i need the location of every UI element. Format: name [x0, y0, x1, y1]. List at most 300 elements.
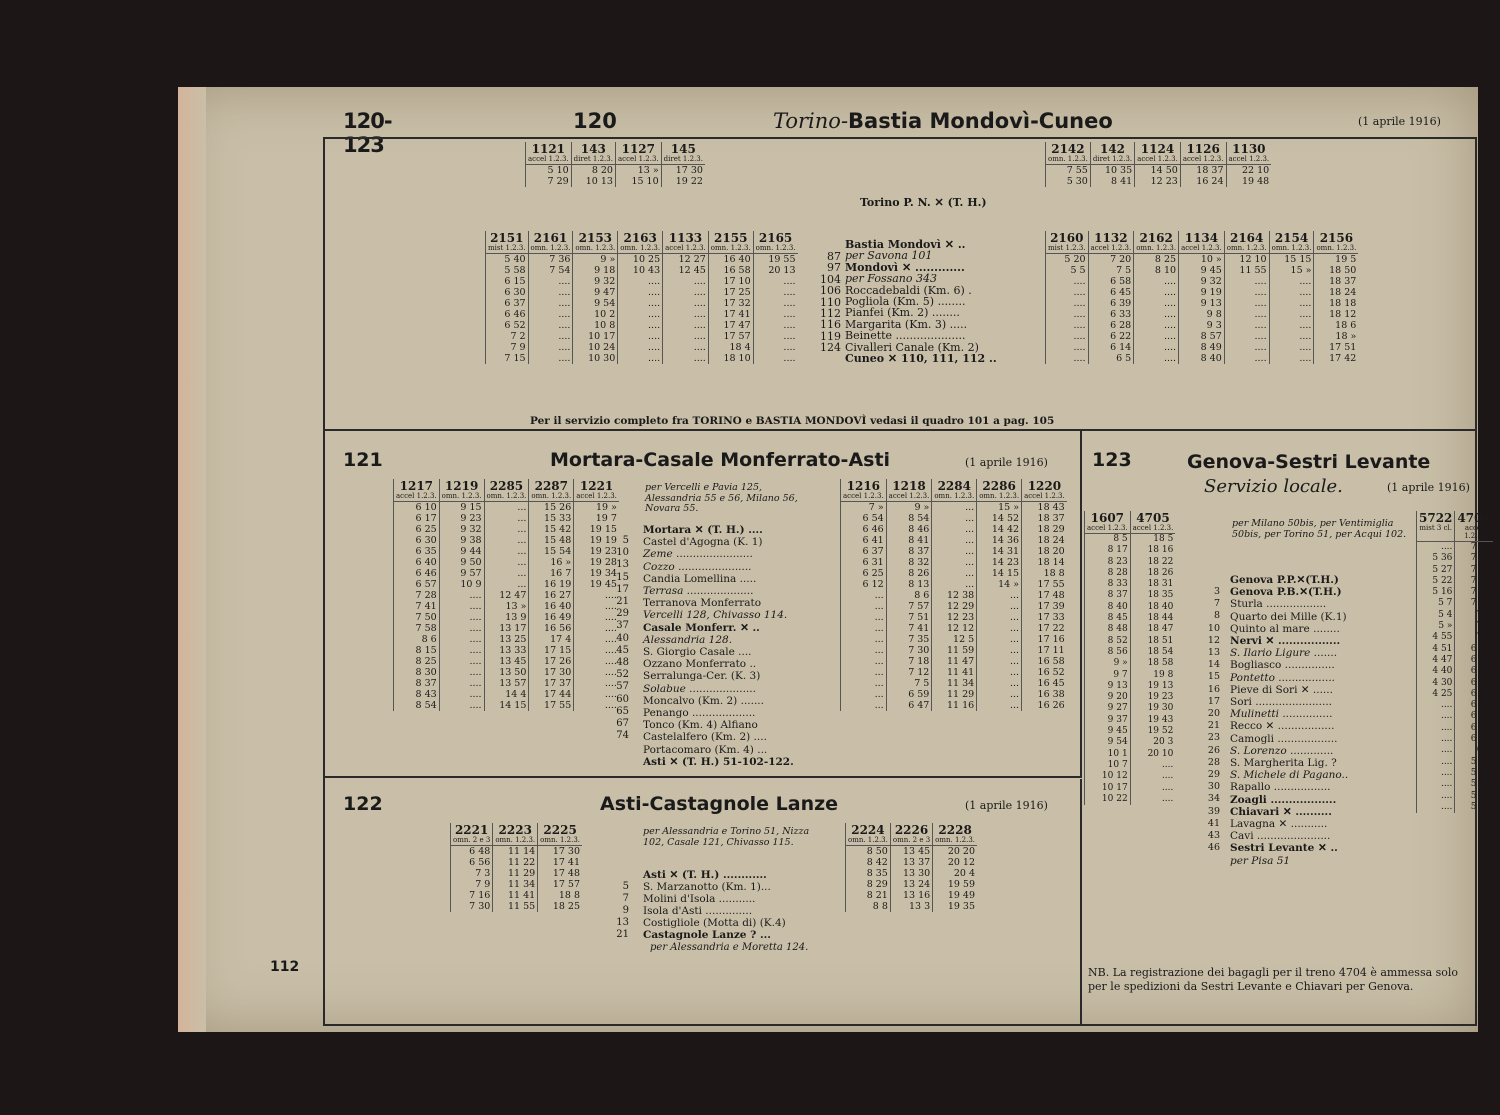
train-header: [528, 231, 573, 254]
time-cell: 9 15: [460, 502, 482, 513]
header-table-number: 120: [573, 109, 617, 133]
time-cell: 5 36: [1432, 553, 1453, 564]
station-name: S. Lorenzo .............: [1230, 744, 1334, 757]
time-cell: 19 28: [589, 557, 617, 568]
time-cell: 13 37: [902, 857, 931, 868]
km-value: 39: [1207, 805, 1220, 817]
time-cell: 9 20: [1107, 692, 1128, 703]
train-number: 1218: [892, 479, 926, 493]
t122-number: 122: [343, 793, 383, 815]
time-cell: 8 33: [1107, 579, 1128, 590]
time-cell: 18 51: [1147, 635, 1174, 646]
tables-frame: [323, 137, 1491, 1026]
train-header: [1224, 231, 1269, 254]
train-times: [1417, 542, 1455, 814]
train-number: 145: [670, 142, 696, 156]
time-cell: 11 47: [947, 656, 975, 667]
table-120: [325, 139, 1475, 431]
train-number: 2163: [623, 231, 657, 245]
train-number: 2164: [1229, 231, 1264, 245]
time-cell: 18 24: [1329, 287, 1357, 298]
time-cell: ....: [1163, 320, 1177, 331]
train-number: 1607: [1090, 511, 1125, 525]
time-cell: 14 42: [991, 524, 1020, 535]
km-value: 110: [820, 295, 841, 309]
train-class: omn. 2 e 3: [453, 836, 491, 844]
time-cell: 8 46: [908, 524, 930, 535]
time-cell: 6 59: [908, 689, 930, 700]
time-cell: 11 29: [947, 689, 975, 700]
time-cell: 14 31: [991, 546, 1020, 557]
time-cell: ....: [1163, 353, 1177, 364]
time-cell: 13 45: [902, 846, 931, 857]
train-number: 1134: [1184, 231, 1219, 245]
station-name: Camogli ..................: [1230, 732, 1338, 745]
km-value: 10: [616, 547, 629, 559]
time-cell: 6 25: [862, 568, 884, 579]
time-cell: 20 3: [1153, 737, 1174, 748]
train-class: omn. 1.2.3.: [495, 836, 536, 844]
time-cell: ....: [1299, 276, 1312, 287]
time-cell: 11 59: [947, 645, 975, 656]
train-times: [1046, 165, 1091, 188]
train-header: [451, 823, 493, 846]
time-cell: 9 32: [1200, 276, 1222, 287]
time-cell: 7 5: [914, 678, 930, 689]
time-cell: ...: [517, 524, 527, 535]
time-cell: ...: [1010, 678, 1020, 689]
station-name: Isola d'Asti ..............: [643, 905, 753, 917]
time-cell: 8 6: [421, 634, 437, 645]
time-cell: 8 26: [908, 568, 930, 579]
time-cell: 4 25: [1432, 688, 1453, 699]
time-cell: 16 45: [1037, 678, 1065, 689]
station-name: Pontetto .................: [1230, 671, 1335, 684]
time-cell: 18 10: [723, 353, 751, 364]
train-number: 2162: [1139, 231, 1173, 245]
time-cell: 8 45: [1107, 613, 1128, 624]
time-cell: ....: [558, 309, 571, 320]
time-cell: 8 28: [1107, 567, 1128, 578]
time-cell: ...: [1010, 689, 1020, 700]
time-cell: ...: [1010, 623, 1020, 634]
t122-date: (1 aprile 1916): [965, 799, 1048, 812]
train-times: [526, 165, 572, 188]
train-class: mist 1.2.3.: [1048, 244, 1086, 252]
km-value: 119: [820, 329, 841, 343]
train-header: [1088, 231, 1134, 254]
time-cell: ....: [693, 353, 706, 364]
time-cell: ....: [693, 298, 706, 309]
time-cell: 6 54: [862, 513, 884, 524]
time-cell: 19 34: [589, 568, 617, 579]
time-cell: 16 38: [1037, 689, 1065, 700]
t123-subtitle: Servizio locale.: [1204, 476, 1343, 497]
time-cell: ....: [783, 276, 796, 287]
time-cell: 19 43: [1147, 714, 1174, 725]
km-value: 21: [616, 596, 629, 608]
time-cell: 14 36: [991, 535, 1020, 546]
time-cell: ....: [1161, 759, 1174, 770]
time-cell: 5 51: [1470, 756, 1491, 767]
time-cell: 17 26: [544, 656, 572, 667]
time-cell: 10 35: [1104, 165, 1133, 176]
time-cell: ....: [693, 331, 706, 342]
train-header: [526, 142, 572, 165]
train-number: 2224: [851, 823, 885, 837]
time-cell: 7 57: [908, 601, 930, 612]
time-cell: ....: [648, 331, 661, 342]
time-cell: 17 10: [723, 276, 751, 287]
time-cell: ....: [469, 656, 482, 667]
time-cell: 14 15: [991, 568, 1020, 579]
time-cell: ....: [469, 634, 482, 645]
time-cell: 17 57: [723, 331, 751, 342]
station-name: Moncalvo (Km. 2) .......: [643, 694, 764, 707]
time-cell: 10 25: [632, 254, 661, 265]
time-cell: ....: [783, 331, 796, 342]
km-value: 28: [1207, 756, 1220, 768]
train-number: 1130: [1232, 142, 1266, 156]
train-times: [618, 254, 663, 365]
time-cell: 7 6: [1476, 621, 1491, 632]
t123-date: (1 aprile 1916): [1387, 481, 1470, 494]
time-cell: 13 3: [909, 901, 931, 912]
train-class: accel 1.2.3.: [888, 492, 930, 500]
time-cell: ...: [874, 678, 884, 689]
time-cell: ...: [1010, 634, 1020, 645]
km-value: 34: [1207, 793, 1220, 805]
km-value: 13: [616, 917, 629, 928]
time-cell: ...: [517, 579, 527, 590]
time-cell: ....: [469, 678, 482, 689]
header-range: 120-123: [343, 109, 392, 157]
time-cell: 6 37: [862, 546, 884, 557]
train-times: [663, 254, 709, 365]
time-cell: ....: [1163, 287, 1177, 298]
km-value: 7: [1213, 598, 1220, 610]
time-cell: 6 30: [504, 287, 526, 298]
time-cell: 13 57: [499, 678, 527, 689]
time-cell: 8 8: [872, 901, 888, 912]
time-cell: 15 »: [1290, 265, 1312, 276]
time-cell: 13 45: [499, 656, 527, 667]
time-cell: 12 23: [1150, 176, 1178, 187]
train-class: omn. 2 e 3: [892, 836, 931, 844]
station-name: Nervi ✕ .................: [1230, 635, 1341, 648]
train-header: [1314, 231, 1358, 254]
time-cell: 8 21: [866, 890, 888, 901]
time-cell: ...: [965, 502, 975, 513]
time-cell: 4 30: [1432, 677, 1453, 688]
time-cell: ....: [558, 287, 571, 298]
time-cell: 17 37: [544, 678, 572, 689]
time-cell: 6 20: [1470, 711, 1491, 722]
time-cell: ....: [1299, 309, 1312, 320]
km-value: 5: [622, 881, 629, 892]
time-cell: 8 37: [1107, 590, 1128, 601]
station-name: Genova P.B.✕(T.H.): [1230, 586, 1342, 599]
time-cell: 16 »: [550, 557, 572, 568]
train-header: [1455, 511, 1493, 542]
km-value: 87: [827, 250, 841, 263]
time-cell: 7 5: [1116, 265, 1132, 276]
time-cell: 17 51: [1329, 342, 1357, 353]
station-name: Genova P.P.✕(T.H.): [1230, 574, 1339, 586]
train-times: [1135, 165, 1181, 188]
time-cell: ....: [693, 342, 706, 353]
time-cell: 19 48: [1241, 176, 1270, 187]
station-name: Bastia Mondovì ✕ ..: [845, 238, 966, 251]
time-cell: ....: [648, 287, 661, 298]
time-cell: 10 30: [588, 353, 616, 364]
t121-number: 121: [343, 449, 383, 471]
train-class: omn. 1.2.3.: [755, 244, 796, 252]
time-cell: 18 24: [1037, 535, 1065, 546]
time-cell: 11 55: [1239, 265, 1267, 276]
time-cell: ....: [1440, 767, 1453, 778]
time-cell: ....: [1440, 722, 1453, 733]
train-times: [933, 846, 977, 913]
time-cell: 7 55: [1066, 165, 1088, 176]
time-cell: 7 50: [415, 612, 437, 623]
time-cell: 6 10: [415, 502, 437, 513]
time-cell: 18 37: [1037, 513, 1065, 524]
time-cell: ....: [1254, 276, 1267, 287]
time-cell: 5 58: [504, 265, 526, 276]
time-cell: 15 »: [998, 502, 1020, 513]
time-cell: ...: [874, 612, 884, 623]
time-cell: 11 29: [507, 868, 536, 879]
time-cell: ....: [469, 645, 482, 656]
time-cell: 18 40: [1147, 601, 1174, 612]
time-cell: ....: [1299, 342, 1312, 353]
time-cell: 6 25: [1470, 700, 1491, 711]
time-cell: 5 10: [547, 165, 569, 176]
time-cell: 14 23: [991, 557, 1020, 568]
t123-title: Genova-Sestri Levante: [1187, 451, 1431, 473]
train-header: [529, 479, 574, 502]
time-cell: 5 30: [1066, 176, 1088, 187]
time-cell: 18 25: [552, 901, 581, 912]
km-value: 21: [1207, 720, 1220, 732]
km-value: 40: [616, 632, 629, 644]
time-cell: 18 26: [1147, 567, 1174, 578]
train-number: 2165: [758, 231, 793, 245]
km-value: 43: [1207, 830, 1220, 842]
train-header: [394, 479, 440, 502]
time-cell: 17 22: [1037, 623, 1065, 634]
station-name: Asti ✕ (T. H.) 51-102-122.: [643, 755, 794, 768]
time-cell: ....: [604, 678, 617, 689]
time-cell: 17 33: [1037, 612, 1065, 623]
t123-nb-note: NB. La registrazione dei bagagli per il treno 4704 è ammessa solo per le spedizioni da Sestri Levante e Chiavari per Genova.: [1088, 966, 1459, 993]
train-class: omn. 1.2.3.: [441, 492, 482, 500]
train-times: [661, 165, 705, 188]
time-cell: 6 31: [862, 557, 884, 568]
time-cell: 10 8: [594, 320, 616, 331]
t122-footer-note: per Alessandria e Moretta 124.: [650, 942, 809, 953]
train-header: [1180, 142, 1226, 165]
time-cell: ....: [604, 656, 617, 667]
time-cell: ...: [1010, 612, 1020, 623]
time-cell: ...: [965, 579, 975, 590]
km-value: 12: [1207, 634, 1220, 646]
time-cell: 17 42: [1329, 353, 1357, 364]
train-number: 2286: [982, 479, 1016, 493]
time-cell: 9 50: [460, 557, 482, 568]
station-name: Candia Lomellina .....: [643, 572, 757, 585]
time-cell: ....: [558, 298, 571, 309]
time-cell: 5 »: [1438, 621, 1453, 632]
station-name: Penango ...................: [643, 707, 756, 720]
km-value: 74: [616, 730, 629, 742]
time-cell: 20 20: [947, 846, 976, 857]
train-class: omn. 1.2.3.: [848, 836, 888, 844]
time-cell: 18 58: [1147, 658, 1174, 669]
t123-stations: [1230, 574, 1420, 867]
train-times: [573, 254, 618, 365]
time-cell: 6 41: [862, 535, 884, 546]
time-cell: 9 57: [460, 568, 482, 579]
train-number: 2160: [1050, 231, 1084, 245]
train-header: [573, 231, 618, 254]
t121-km: [603, 535, 629, 742]
time-cell: 7 30: [469, 901, 491, 912]
train-header: [1179, 231, 1225, 254]
time-cell: 9 »: [914, 502, 930, 513]
time-cell: 8 54: [908, 513, 930, 524]
time-cell: 10 13: [585, 176, 613, 187]
station-name: Quarto dei Mille (K.1): [1230, 610, 1347, 623]
time-cell: 18 31: [1147, 579, 1174, 590]
time-cell: ...: [874, 689, 884, 700]
train-class: mist 1.2.3.: [488, 244, 526, 252]
t121-right: [840, 479, 1067, 711]
time-cell: 19 55: [768, 254, 796, 265]
t120-km: [811, 251, 841, 354]
time-cell: 5 42: [1470, 767, 1491, 778]
t123-right: [1416, 511, 1493, 813]
km-value: 15: [1207, 671, 1220, 683]
time-cell: 6 46: [862, 524, 884, 535]
train-number: 2154: [1274, 231, 1309, 245]
time-cell: ....: [1254, 342, 1267, 353]
time-cell: ....: [558, 342, 571, 353]
station-name: Cavi ......................: [1230, 830, 1331, 843]
time-cell: 8 32: [908, 557, 930, 568]
train-class: omn. 1.2.3.: [979, 492, 1020, 500]
time-cell: 12 12: [947, 623, 975, 634]
time-cell: 16 40: [723, 254, 751, 265]
time-cell: ....: [1163, 298, 1177, 309]
train-number: 2223: [498, 823, 532, 837]
train-class: accel 1.2.3.: [396, 492, 437, 500]
time-cell: ....: [648, 298, 661, 309]
train-header: [890, 823, 932, 846]
train-class: accel 1.2.3.: [1137, 155, 1178, 163]
train-class: accel 1.2.3.: [528, 155, 569, 163]
time-cell: 5 16: [1432, 587, 1453, 598]
time-cell: 8 13: [908, 579, 930, 590]
time-cell: ....: [1299, 353, 1312, 364]
time-cell: ....: [1440, 790, 1453, 801]
t121-left: [393, 479, 619, 711]
km-value: 60: [616, 693, 629, 705]
train-class: accel 1.2.3.: [1464, 524, 1485, 540]
time-cell: 19 15: [589, 524, 617, 535]
time-cell: ....: [1161, 793, 1174, 804]
time-cell: 8 6: [914, 590, 930, 601]
time-cell: ....: [1161, 782, 1174, 793]
time-cell: ....: [1163, 342, 1177, 353]
station-name: Recco ✕ .................: [1230, 720, 1335, 733]
t120-note: Per il servizio completo fra TORINO e BASTIA MONDOVÌ vedasi il quadro 101 a pag. 105: [530, 415, 1055, 427]
station-name: Castelalfero (Km. 2) ....: [643, 731, 767, 744]
station-name: Rapallo .................: [1230, 781, 1331, 794]
station-name: Sestri Levante ✕ ..: [1230, 842, 1338, 855]
train-number: 2226: [894, 823, 929, 837]
train-header: [753, 231, 797, 254]
time-cell: 17 44: [544, 689, 572, 700]
time-cell: 12 10: [1239, 254, 1267, 265]
time-cell: 8 25: [415, 656, 437, 667]
km-value: 10: [1207, 622, 1220, 634]
time-cell: 12 29: [947, 601, 975, 612]
km-value: 5: [622, 535, 629, 546]
train-header: [661, 142, 705, 165]
time-cell: ....: [1073, 320, 1086, 331]
train-class: omn. 1.2.3.: [1048, 155, 1088, 163]
time-cell: 4 47: [1432, 654, 1453, 665]
time-cell: 7 41: [415, 601, 437, 612]
km-value: 29: [616, 608, 629, 620]
km-value: 37: [616, 620, 629, 632]
time-cell: 7 12: [908, 667, 930, 678]
time-cell: 8 52: [1107, 635, 1128, 646]
time-cell: 6 12: [862, 579, 884, 590]
train-times: [1226, 165, 1271, 188]
time-cell: 7 15: [504, 353, 526, 364]
time-cell: 8 48: [1107, 624, 1128, 635]
train-number: 2153: [578, 231, 613, 245]
km-value: 45: [616, 644, 629, 656]
time-cell: ....: [1254, 353, 1267, 364]
time-cell: 8 5: [1113, 534, 1128, 544]
km-value: 17: [1207, 695, 1220, 707]
time-cell: ....: [783, 342, 796, 353]
train-header: [841, 479, 887, 502]
time-cell: 8 37: [415, 678, 437, 689]
time-cell: 7 2: [510, 331, 526, 342]
time-cell: 7 »: [868, 502, 884, 513]
time-cell: 11 34: [947, 678, 975, 689]
time-cell: 6 37: [504, 298, 526, 309]
train-header: [571, 142, 615, 165]
time-cell: ....: [1440, 700, 1453, 711]
time-cell: 13 24: [902, 879, 931, 890]
time-cell: 14 »: [998, 579, 1020, 590]
train-times: [571, 165, 615, 188]
time-cell: ....: [648, 309, 661, 320]
time-cell: ...: [874, 700, 884, 711]
train-times: [529, 502, 574, 712]
train-class: accel 1.2.3.: [1024, 492, 1065, 500]
train-times: [538, 846, 582, 913]
time-cell: 10 12: [1101, 771, 1128, 782]
train-number: 1124: [1140, 142, 1175, 156]
train-times: [1088, 254, 1134, 365]
